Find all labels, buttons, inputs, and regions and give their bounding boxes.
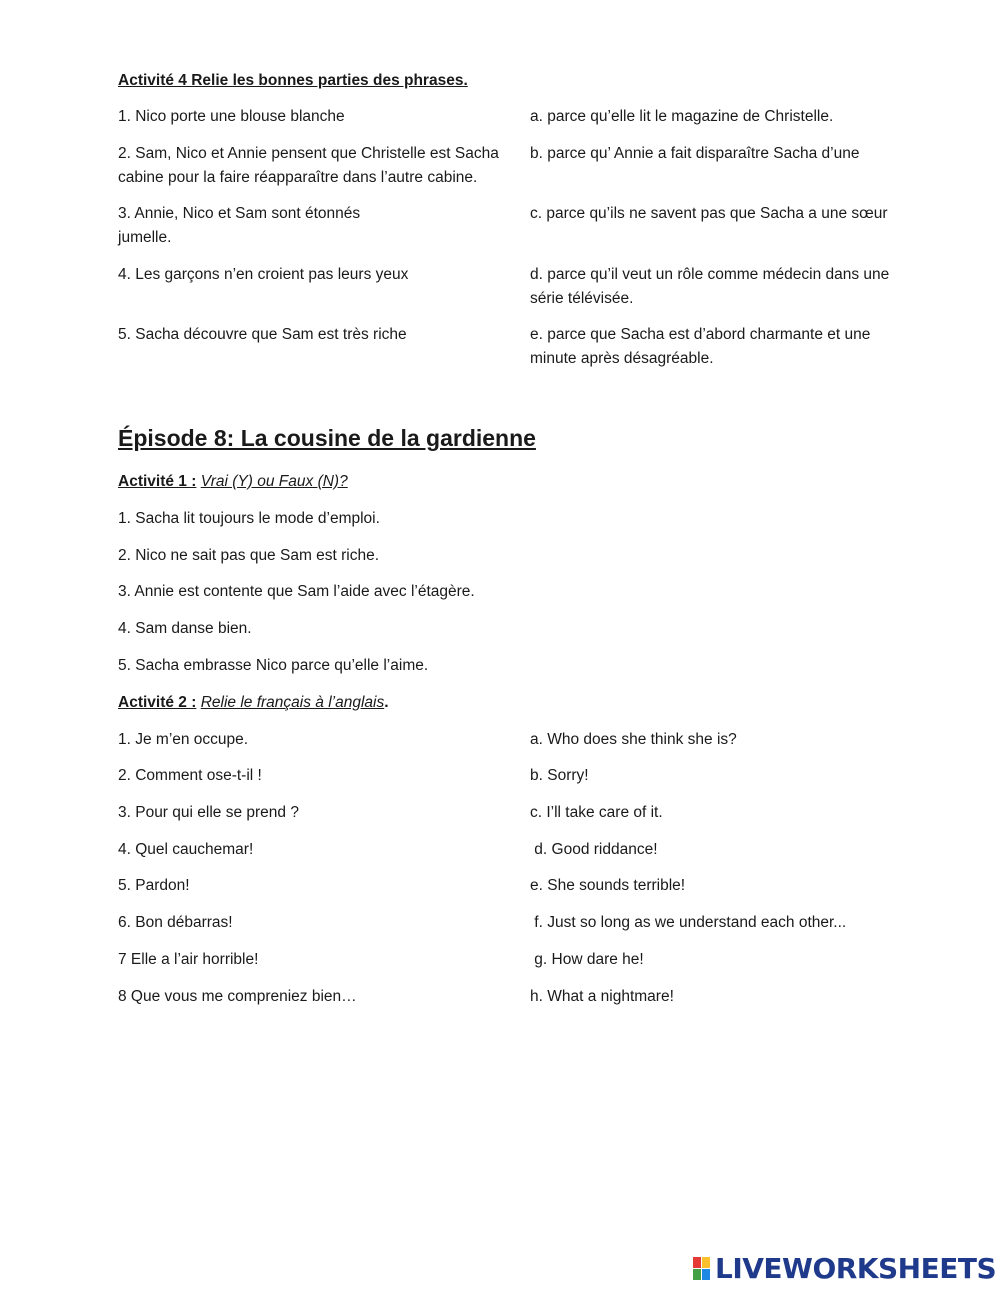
activity1-item-3: 3. Annie est contente que Sam l’aide avec l’étagère.	[118, 583, 475, 600]
match-right-e-cont: minute après désagréable.	[530, 350, 714, 367]
activity1-item-2: 2. Nico ne sait pas que Sam est riche.	[118, 547, 380, 564]
activity2-period: .	[384, 694, 389, 711]
match-right-d: d. parce qu’il veut un rôle comme médecin dans une	[530, 266, 890, 283]
french-8: 8 Que vous me compreniez bien…	[118, 988, 357, 1005]
match-left-3-cont: jumelle.	[118, 229, 172, 246]
activity1-item-4: 4. Sam danse bien.	[118, 620, 252, 637]
activity1-label: Activité 1 :	[118, 473, 197, 490]
english-e: e. She sounds terrible!	[530, 877, 686, 894]
activity2-label: Activité 2 :	[118, 694, 197, 711]
english-g: g. How dare he!	[530, 951, 644, 968]
english-d: d. Good riddance!	[530, 841, 658, 858]
activity1-instruction: Vrai (Y) ou Faux (N)?	[200, 473, 348, 490]
english-b: b. Sorry!	[530, 767, 589, 784]
french-5: 5. Pardon!	[118, 877, 190, 894]
french-4: 4. Quel cauchemar!	[118, 841, 254, 858]
match-left-2: 2. Sam, Nico et Annie pensent que Christelle est Sacha	[118, 145, 499, 162]
activity1-item-5: 5. Sacha embrasse Nico parce qu’elle l’aime.	[118, 657, 429, 674]
logo-text: LIVEWORKSHEETS	[715, 1252, 997, 1285]
activity2-heading	[118, 691, 389, 715]
match-right-e: e. parce que Sacha est d’abord charmante et une	[530, 326, 871, 343]
episode-title: Épisode 8: La cousine de la gardienne	[118, 425, 536, 451]
logo-mark-icon	[693, 1257, 711, 1281]
french-1: 1. Je m’en occupe.	[118, 731, 249, 748]
match-right-d-cont: série télévisée.	[530, 290, 634, 307]
activity4-title: Activité 4 Relie les bonnes parties des phrases.	[118, 72, 468, 89]
match-left-4: 4. Les garçons n’en croient pas leurs yeux	[118, 266, 409, 283]
english-c: c. I’ll take care of it.	[530, 804, 663, 821]
activity2-instruction: Relie le français à l’anglais	[200, 694, 385, 711]
match-left-2-cont: cabine pour la faire réapparaître dans l’autre cabine.	[118, 169, 478, 186]
french-2: 2. Comment ose-t-il !	[118, 767, 262, 784]
match-left-1: 1. Nico porte une blouse blanche	[118, 108, 345, 125]
liveworksheets-logo[interactable]	[693, 1252, 997, 1285]
english-f: f. Just so long as we understand each other...	[530, 914, 847, 931]
english-h: h. What a nightmare!	[530, 988, 674, 1005]
english-a: a. Who does she think she is?	[530, 731, 737, 748]
french-6: 6. Bon débarras!	[118, 914, 233, 931]
activity1-heading	[118, 470, 348, 494]
french-7: 7 Elle a l’air horrible!	[118, 951, 259, 968]
activity1-item-1: 1. Sacha lit toujours le mode d’emploi.	[118, 510, 380, 527]
match-right-c: c. parce qu’ils ne savent pas que Sacha a une sœur	[530, 205, 888, 222]
match-left-5: 5. Sacha découvre que Sam est très riche	[118, 326, 407, 343]
match-right-a: a. parce qu’elle lit le magazine de Christelle.	[530, 108, 834, 125]
match-right-b: b. parce qu’ Annie a fait disparaître Sacha d’une	[530, 145, 860, 162]
match-left-3: 3. Annie, Nico et Sam sont étonnés	[118, 205, 361, 222]
french-3: 3. Pour qui elle se prend ?	[118, 804, 299, 821]
